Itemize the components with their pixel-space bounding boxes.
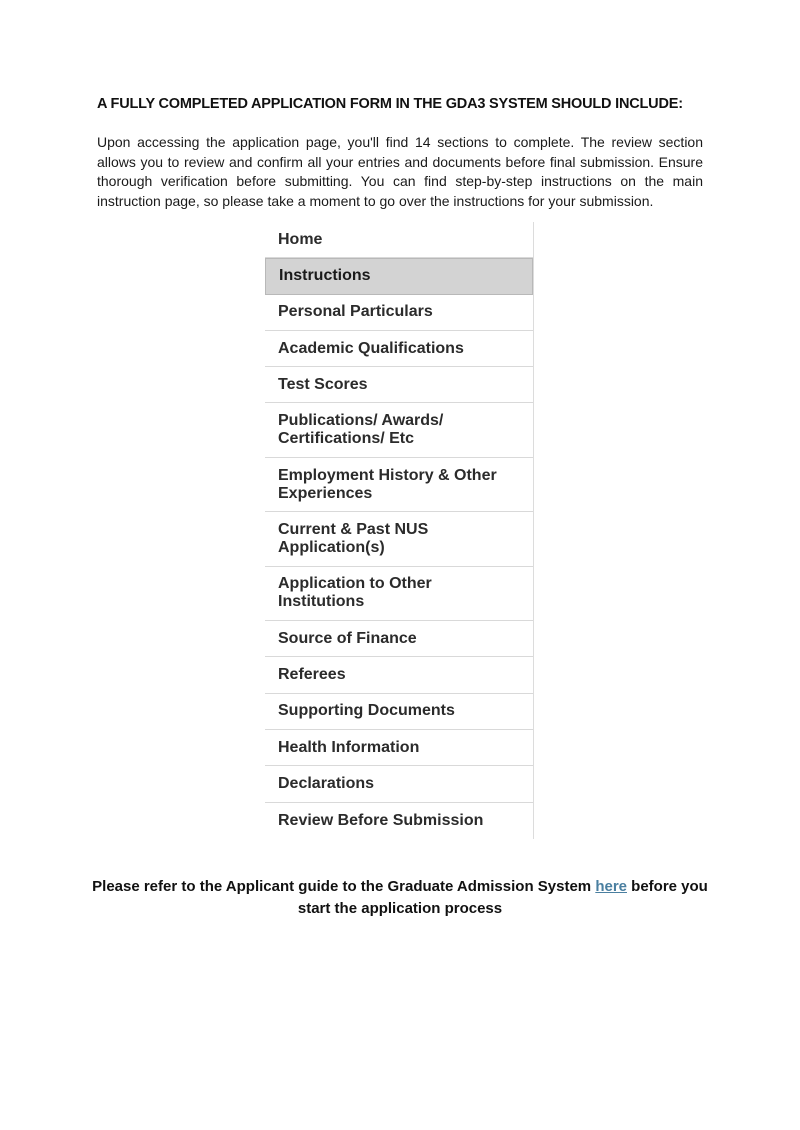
menu-item-home[interactable] xyxy=(265,222,533,258)
menu-item-label: Personal Particulars xyxy=(278,303,433,321)
applicant-guide-note xyxy=(90,876,710,920)
menu-item-label-line1: Application to Other xyxy=(278,575,432,593)
menu-item-declarations[interactable] xyxy=(265,766,533,802)
menu-item-personal-particulars[interactable] xyxy=(265,295,533,331)
menu-item-label: Supporting Documents xyxy=(278,702,455,720)
footer-text-before: Please refer to the Applicant guide to the Graduate Admission System xyxy=(92,878,596,895)
menu-item-test-scores[interactable] xyxy=(265,367,533,403)
intro-paragraph: Upon accessing the application page, you'll find 14 sections to complete. The review section allows you to review and confirm all your entries and documents before final submission. Ensure thorough verification before submitting. You can find step-by-step instructions on the main instruction page, so please take a moment to go over the instructions for your submission. xyxy=(97,134,703,209)
menu-item-label-line1: Employment History & Other xyxy=(278,466,497,484)
menu-item-referees[interactable] xyxy=(265,657,533,693)
menu-item-review-before-submission[interactable] xyxy=(265,803,533,839)
menu-item-label xyxy=(278,575,432,611)
applicant-guide-link[interactable]: here xyxy=(595,878,627,895)
menu-item-label: Test Scores xyxy=(278,375,368,393)
menu-item-label: Home xyxy=(278,230,323,248)
menu-item-label-line2: Institutions xyxy=(278,593,365,611)
menu-item-label xyxy=(278,467,497,503)
menu-item-nus-applications[interactable] xyxy=(265,512,533,566)
menu-item-label: Review Before Submission xyxy=(278,811,484,829)
menu-item-label: Declarations xyxy=(278,774,375,792)
menu-item-source-of-finance[interactable] xyxy=(265,621,533,657)
menu-item-instructions[interactable] xyxy=(265,258,533,294)
menu-item-label: Health Information xyxy=(278,738,420,756)
menu-item-health-information[interactable] xyxy=(265,730,533,766)
menu-item-academic-qualifications[interactable] xyxy=(265,331,533,367)
menu-item-label-line1: Publications/ Awards/ xyxy=(278,412,444,430)
menu-item-label-line2: Experiences xyxy=(278,484,373,502)
menu-item-employment-history[interactable] xyxy=(265,458,533,512)
menu-item-other-institutions[interactable] xyxy=(265,567,533,621)
application-section-menu xyxy=(265,222,534,839)
menu-item-publications[interactable] xyxy=(265,403,533,457)
footer-text-after: before you start the application process xyxy=(297,878,708,917)
menu-item-supporting-documents[interactable] xyxy=(265,694,533,730)
menu-item-label: Academic Qualifications xyxy=(278,339,464,357)
page-heading: A FULLY COMPLETED APPLICATION FORM IN THE GDA3 SYSTEM SHOULD INCLUDE: xyxy=(97,96,683,112)
menu-item-label-line2: Application(s) xyxy=(278,538,385,556)
menu-item-label-line1: Current & Past NUS xyxy=(278,520,429,538)
menu-item-label: Referees xyxy=(278,665,346,683)
menu-item-label xyxy=(278,412,443,448)
menu-item-label: Source of Finance xyxy=(278,629,417,647)
menu-item-label-line2: Certifications/ Etc xyxy=(278,430,415,448)
menu-item-label: Instructions xyxy=(279,267,371,285)
menu-item-label xyxy=(278,521,428,557)
